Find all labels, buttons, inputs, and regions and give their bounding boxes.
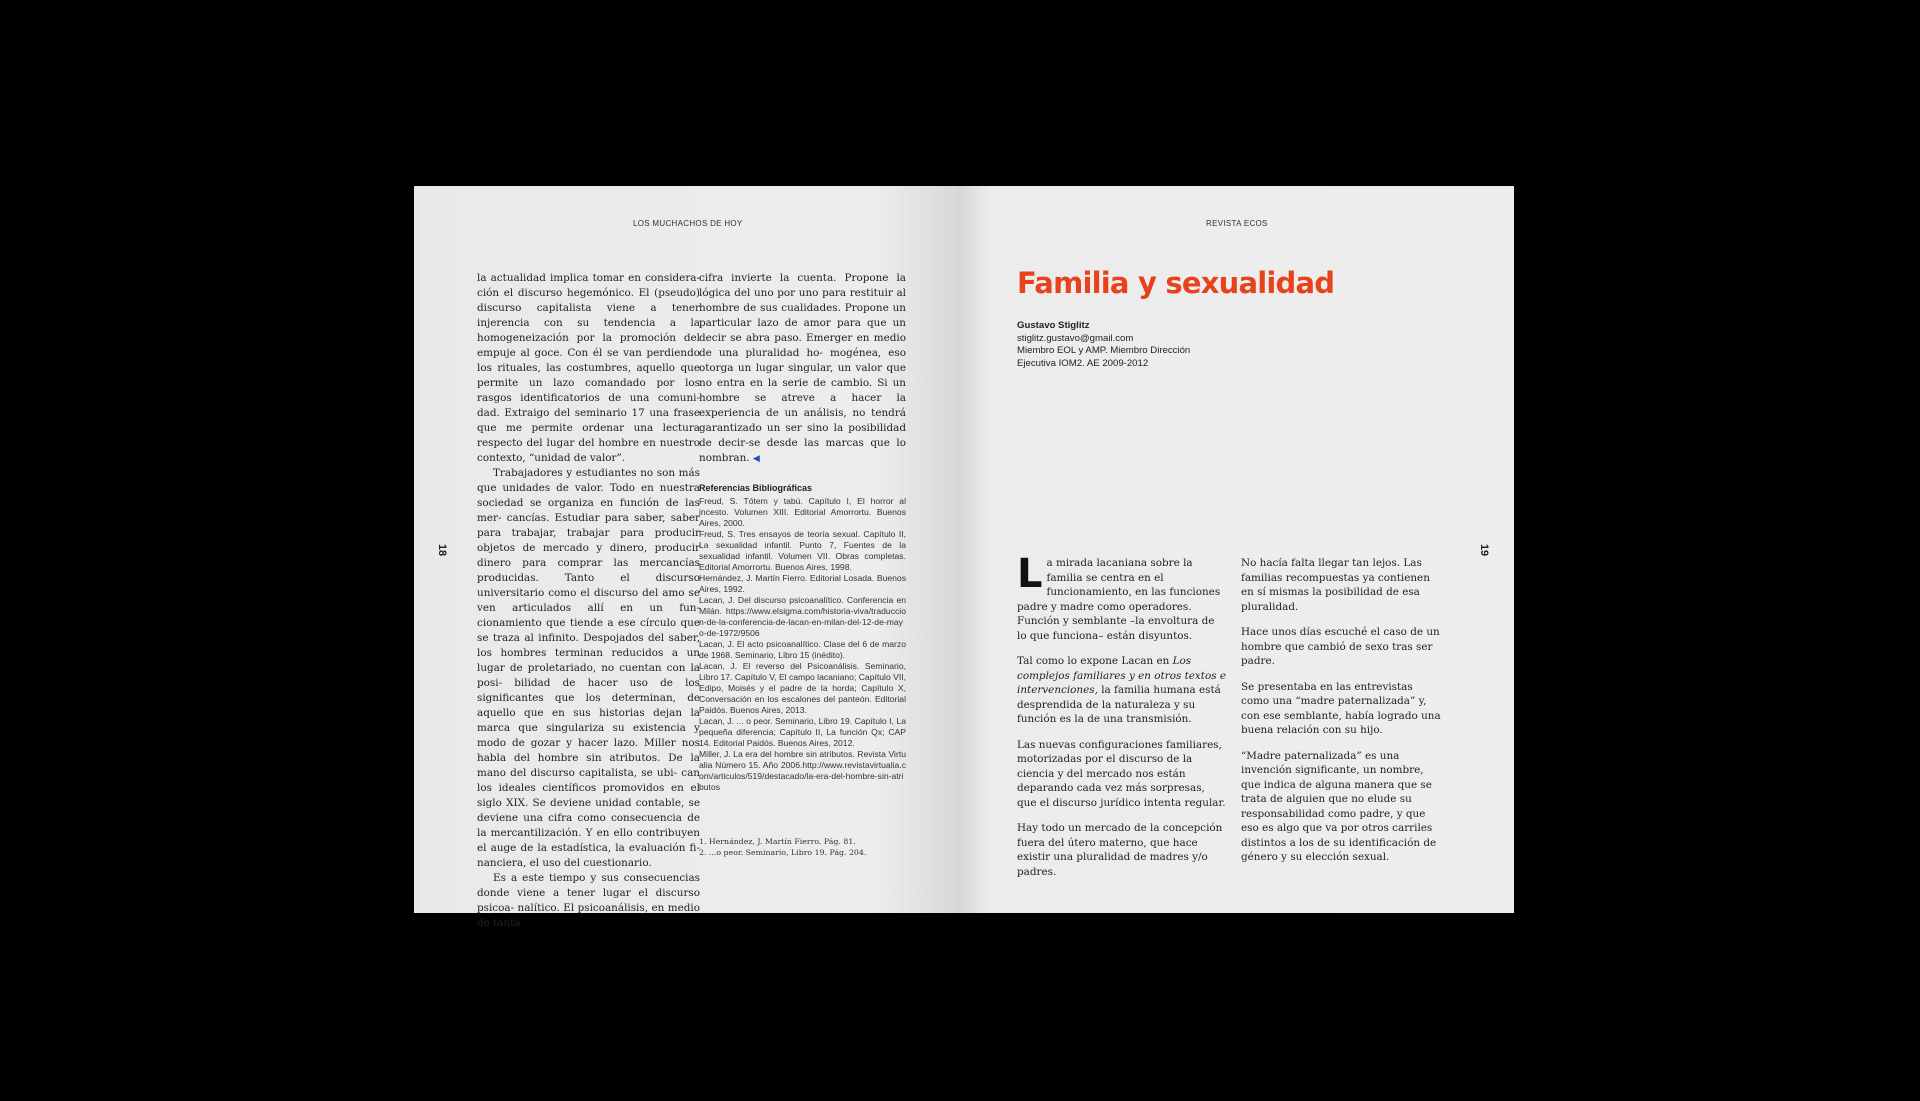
- paragraph: Hay todo un mercado de la concepción fuera del útero materno, que hace existir una pluralidad de madres y/o padres.: [1017, 822, 1223, 878]
- paragraph-text: Tal como lo expone Lacan en: [1017, 655, 1173, 667]
- author-name: Gustavo Stiglitz: [1017, 320, 1090, 331]
- paragraph: Es a este tiempo y sus consecuencias donde viene a tener lugar el discurso psicoa- nalítico. El psicoanálisis, en medio de tanta: [477, 872, 700, 929]
- author-email: stiglitz.gustavo@gmail.com: [1017, 332, 1134, 344]
- article-title: Familia y sexualidad: [1017, 266, 1335, 300]
- right-column-2: [1241, 556, 1441, 876]
- drop-cap: L: [1017, 551, 1043, 597]
- footnote: 2. ...o peor. Seminario, Libro 19. Pág. 204.: [699, 848, 867, 857]
- reference-item: Lacan, J. ... o peor. Seminario, Libro 19. Capítulo I, La pequeña diferencia; Capítulo II, La función Qx; CAP 14. Editorial Paidós. Buenos Aires, 2012.: [699, 716, 906, 748]
- end-mark-icon: ◀: [752, 454, 760, 464]
- references-title: Referencias Bibliográficas: [699, 483, 813, 493]
- left-column-2: [699, 271, 906, 793]
- paragraph: [699, 271, 906, 467]
- left-page: [414, 186, 957, 929]
- right-page-number: 19: [1478, 543, 1491, 557]
- right-column-1: [1017, 551, 1227, 890]
- paragraph: Se presentaba en las entrevistas como una “madre paternalizada” y, con ese semblante, había logrado una buena relación con su hijo.: [1241, 680, 1441, 736]
- reference-item: Lacan, J. Del discurso psicoanalítico. Conferencia en Milán. https://www.elsigma.com/historia-viva/traduccion-de-la-conferencia-de-lacan-en-milan-del-12-de-mayo-de-1972/9506: [699, 595, 906, 638]
- paragraph: la actualidad implica tomar en considera- ción el discurso hegemónico. El (pseudo) discurso capitalista viene a tener injerencia con su tendencia a la homogeneización por la promoción del empuje al goce. Con él se van perdiendo los rituales, las costumbres, aquello que permite un lazo comandado por los rasgos identificatorios de una comuni- dad. Extraigo del seminario 17 una frase que me permite ordenar una lectura respecto del lugar del hombre en nuestro contexto, “unidad de valor”.: [477, 272, 700, 464]
- byline: [1017, 320, 1190, 370]
- paragraph: Las nuevas configuraciones familiares, motorizadas por el discurso de la ciencia y del mercado nos están deparando cada vez más sorpresas, que el discurso jurídico intenta regular.: [1017, 738, 1226, 809]
- reference-item: Freud, S. Tótem y tabú. Capítulo I, El horror al incesto. Volumen XIII. Editorial Amorrortu. Buenos Aires, 2000.: [699, 496, 906, 528]
- reference-item: Lacan, J. El reverso del Psicoanálisis. Seminario, Libro 17. Capítulo V, El campo lacaniano; Capítulo VII, Edipo, Moisés y el padre de la horda; Capítulo X, Conversación en los escalones del panteón. Editorial Paidós. Buenos Aires, 2013.: [699, 661, 907, 715]
- footnote: 1. Hernández, J. Martín Fierro. Pág. 81.: [699, 837, 856, 846]
- left-page-number: 18: [436, 543, 449, 557]
- right-running-head: REVISTA ECOS: [1206, 219, 1268, 228]
- left-column-1: [477, 271, 700, 931]
- paragraph: Hace unos días escuché el caso de un hombre que cambió de sexo tras ser padre.: [1241, 626, 1440, 667]
- left-running-head: LOS MUCHACHOS DE HOY: [633, 219, 743, 228]
- reference-item: Hernández, J. Martín Fierro. Editorial Losada. Buenos Aires, 1992.: [699, 573, 906, 594]
- paragraph: “Madre paternalizada” es una invención significante, un nombre, que indica de alguna manera que se trata de alguien que no elude su responsabilidad como padre, y que eso es algo que va por otros carriles distintos a los de su identificación de género y su elección sexual.: [1241, 749, 1437, 863]
- reference-item: Miller, J. La era del hombre sin atributos. Revista Virtualia Número 15. Año 2006.http://www.revistavirtualia.com/articulos/519/destacado/la-era-del-hombre-sin-atributos: [699, 749, 906, 792]
- reference-item: Lacan, J. El acto psicoanalítico. Clase del 6 de marzo de 1968. Seminario, Libro 15 (inédito).: [699, 639, 906, 660]
- author-affiliation: Ejecutiva IOM2. AE 2009-2012: [1017, 357, 1149, 369]
- paragraph: Trabajadores y estudiantes no son más que unidades de valor. Todo en nuestra sociedad se organiza en función de las mer- cancías. Estudiar para saber, saber para trabajar, trabajar para producir objetos de mercado y dinero, producir dinero para comprar las mercancías producidas. Tanto el discurso universitario como el discurso del amo se ven articulados allí en un fun- cionamiento que tiende a ese círculo que se traza al infinito. Despojados del saber, los hombres terminan reducidos a un lugar de proletariado, no cuentan con la posi- bilidad de hacer uso de los significantes que los determinan, de aquello que en sus historias dejan la marca que singulariza su existencia y modo de gozar y hacer lazo. Miller nos habla del hombre sin atributos. De la mano del discurso capitalista, se ubi- can los ideales científicos promovidos en el siglo XIX. Se deviene unidad contable, se deviene una cifra como consecuencia de la mercantilización. Y en ello contribuyen el auge de la estadística, la evaluación fi- nanciera, el uso del cuestionario.: [477, 467, 700, 869]
- paragraph-text: cifra invierte la cuenta. Propone la lógica del uno por uno para restituir al hombre de sus cualidades. Propone un particular lazo de amor para que un decir se abra paso. Emerger en medio de una pluralidad ho- mogénea, eso otorga un lugar singular, un valor que no entra en la serie de cambio. Si un hombre se atreve a hacer la experiencia de un análisis, no tendrá garantizado un ser sino la posibilidad de decir-se desde las marcas que lo nombran.: [699, 272, 906, 464]
- paragraph-text: a mirada lacaniana sobre la familia se centra en el funcionamiento, en las funciones padre y madre como operadores. Función y semblante –la envoltura de lo que funciona– están disyuntos.: [1017, 557, 1221, 642]
- paragraph-text: la familia humana está desprendida de la naturaleza y su función es la de una transmisión.: [1017, 684, 1221, 725]
- reference-item: Freud, S. Tres ensayos de teoría sexual. Capítulo II, La sexualidad infantil. Punto 7, Fuentes de la sexualidad infantil. Volumen VII. Obras completas. Editorial Amorrortu. Buenos Aires, 1998.: [699, 529, 906, 572]
- paragraph: [1017, 654, 1227, 727]
- author-affiliation: Miembro EOL y AMP. Miembro Dirección: [1017, 345, 1191, 356]
- book-title: Los complejos familiares y en otros textos e intervenciones,: [1017, 655, 1226, 696]
- paragraph: No hacía falta llegar tan lejos. Las familias recompuestas ya contienen en sí mismas la posibilidad de esa pluralidad.: [1241, 557, 1430, 613]
- footnotes: [699, 836, 906, 858]
- paragraph: [1017, 551, 1227, 643]
- right-page: [957, 186, 1514, 913]
